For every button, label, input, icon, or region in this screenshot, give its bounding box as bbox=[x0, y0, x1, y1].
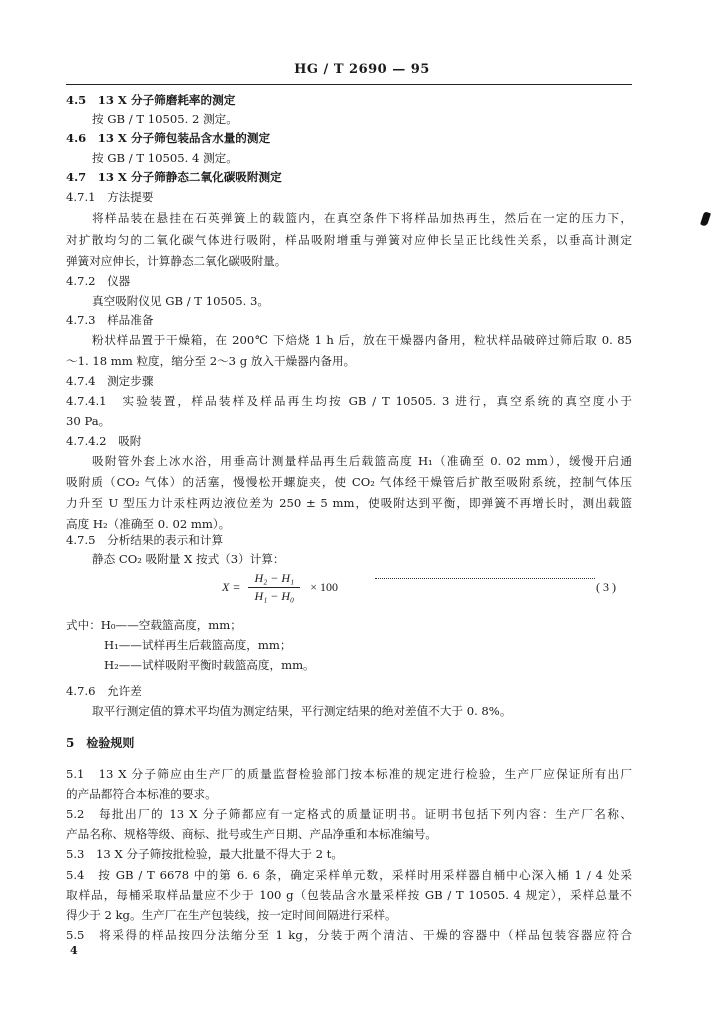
clause-4-7-2-text: 真空吸附仪见 GB / T 10505. 3。 bbox=[92, 294, 269, 308]
clause-4-7-4-1-line-2: 30 Pa。 bbox=[66, 414, 111, 428]
clause-4-7-1-heading: 4.7.1 方法提要 bbox=[66, 190, 154, 204]
clause-5-4-line-2: 取样品，每桶采取样品量应不少于 100 g（包装品含水量采样按 GB / T 10505. 4 规定），采样总量不 bbox=[66, 888, 632, 902]
section-5-heading: 5 检验规则 bbox=[66, 736, 135, 750]
clause-5-4-line-3: 得少于 2 kg。生产厂在生产包装线，按一定时间间隔进行采样。 bbox=[66, 908, 397, 922]
clause-4-7-4-heading: 4.7.4 测定步骤 bbox=[66, 374, 154, 388]
formula-3 bbox=[222, 571, 338, 604]
clause-4-7-4-2-line-3: 力升至 U 型压力计汞柱两边液位差为 250 ± 5 mm，使吸附达到平衡，即弹簧不再增长时，测出载篮 bbox=[66, 496, 632, 510]
clause-4-7-4-1-line-1: 4.7.4.1 实验装置，样品装样及样品再生均按 GB / T 10505. 3 进行，真空系统的真空度小于 bbox=[66, 394, 632, 408]
clause-4-7-1-line-3: 弹簧对应伸长，计算静态二氧化碳吸附量。 bbox=[66, 254, 287, 268]
formula-number: ( 3 ) bbox=[596, 580, 616, 594]
clause-4-7-3-line-2: ～1. 18 mm 粒度，缩分至 2～3 g 放入干燥器内备用。 bbox=[66, 354, 356, 368]
clause-4-7-2-heading: 4.7.2 仪器 bbox=[66, 274, 131, 288]
scan-ink-mark bbox=[700, 211, 711, 226]
clause-4-6-text: 按 GB / T 10505. 4 测定。 bbox=[92, 151, 238, 165]
clause-4-7-4-2-line-2: 吸附质（CO₂ 气体）的活塞，慢慢松开螺旋夹，使 CO₂ 气体经干燥管后扩散至吸附系统，控制气体压 bbox=[66, 475, 632, 489]
clause-5-1-line-2: 的产品都符合本标准的要求。 bbox=[66, 787, 217, 801]
formula-fraction bbox=[248, 571, 300, 604]
clause-5-5-line-1: 5.5 将采得的样品按四分法缩分至 1 kg，分装于两个清洁、干燥的容器中（样品包装容器应符合 bbox=[66, 928, 632, 942]
clause-4-5-heading: 4.5 13 X 分子筛磨耗率的测定 bbox=[66, 93, 236, 107]
formula-multiplier: × 100 bbox=[310, 580, 338, 594]
formula-lhs: X = bbox=[222, 580, 241, 594]
clause-4-7-3-line-1: 粉状样品置于干燥箱，在 200℃ 下焙烧 1 h 后，放在干燥器内备用，粒状样品破碎过筛后取 0. 85 bbox=[92, 333, 632, 347]
header-rule bbox=[66, 84, 632, 85]
clause-4-6-heading: 4.6 13 X 分子筛包装品含水量的测定 bbox=[66, 131, 271, 145]
where-line-h1: H₁——试样再生后载篮高度，mm； bbox=[104, 638, 292, 652]
formula-numerator: H₂ − H₁ bbox=[248, 571, 300, 588]
where-line-h2: H₂——试样吸附平衡时载篮高度，mm。 bbox=[104, 658, 315, 672]
clause-4-7-3-heading: 4.7.3 样品准备 bbox=[66, 313, 154, 327]
clause-4-7-heading: 4.7 13 X 分子筛静态二氧化碳吸附测定 bbox=[66, 170, 282, 184]
clause-5-3-text: 5.3 13 X 分子筛按批检验，最大批量不得大于 2 t。 bbox=[66, 847, 343, 861]
clause-4-7-1-line-2: 对扩散均匀的二氧化碳气体进行吸附，样品吸附增重与弹簧对应伸长呈正比线性关系，以垂高计测定 bbox=[66, 233, 632, 247]
clause-4-7-4-2-line-4: 高度 H₂（准确至 0. 02 mm）。 bbox=[66, 517, 231, 531]
clause-4-7-5-text: 静态 CO₂ 吸附量 X 按式（3）计算： bbox=[92, 552, 285, 566]
formula-leader-dots bbox=[375, 578, 595, 579]
clause-5-2-line-2: 产品名称、规格等级、商标、批号或生产日期、产品净重和本标准编号。 bbox=[66, 827, 438, 841]
clause-4-7-4-2-heading: 4.7.4.2 吸附 bbox=[66, 434, 142, 448]
formula-denominator: H₁ − H₀ bbox=[254, 589, 295, 603]
running-header: HG / T 2690 — 95 bbox=[294, 62, 430, 77]
clause-4-5-text: 按 GB / T 10505. 2 测定。 bbox=[92, 112, 238, 126]
clause-5-2-line-1: 5.2 每批出厂的 13 X 分子筛都应有一定格式的质量证明书。证明书包括下列内容：生产厂名称、 bbox=[66, 807, 632, 821]
where-line-h0: 式中：H₀——空载篮高度，mm； bbox=[66, 618, 242, 632]
clause-4-7-6-text: 取平行测定值的算术平均值为测定结果，平行测定结果的绝对差值不大于 0. 8%。 bbox=[92, 704, 512, 718]
page-number: 4 bbox=[70, 944, 78, 957]
clause-4-7-4-2-line-1: 吸附管外套上冰水浴，用垂高计测量样品再生后载篮高度 H₁（准确至 0. 02 mm），缓慢开启通 bbox=[92, 454, 632, 468]
clause-4-7-1-line-1: 将样品装在悬挂在石英弹簧上的载篮内，在真空条件下将样品加热再生，然后在一定的压力下， bbox=[92, 211, 632, 225]
clause-5-4-line-1: 5.4 按 GB / T 6678 中的第 6. 6 条，确定采样单元数，采样时用采样器自桶中心深入桶 1 / 4 处采 bbox=[66, 868, 632, 882]
clause-4-7-6-heading: 4.7.6 允许差 bbox=[66, 684, 142, 698]
clause-5-1-line-1: 5.1 13 X 分子筛应由生产厂的质量监督检验部门按本标准的规定进行检验，生产厂应保证所有出厂 bbox=[66, 767, 632, 781]
clause-4-7-5-heading: 4.7.5 分析结果的表示和计算 bbox=[66, 533, 224, 547]
